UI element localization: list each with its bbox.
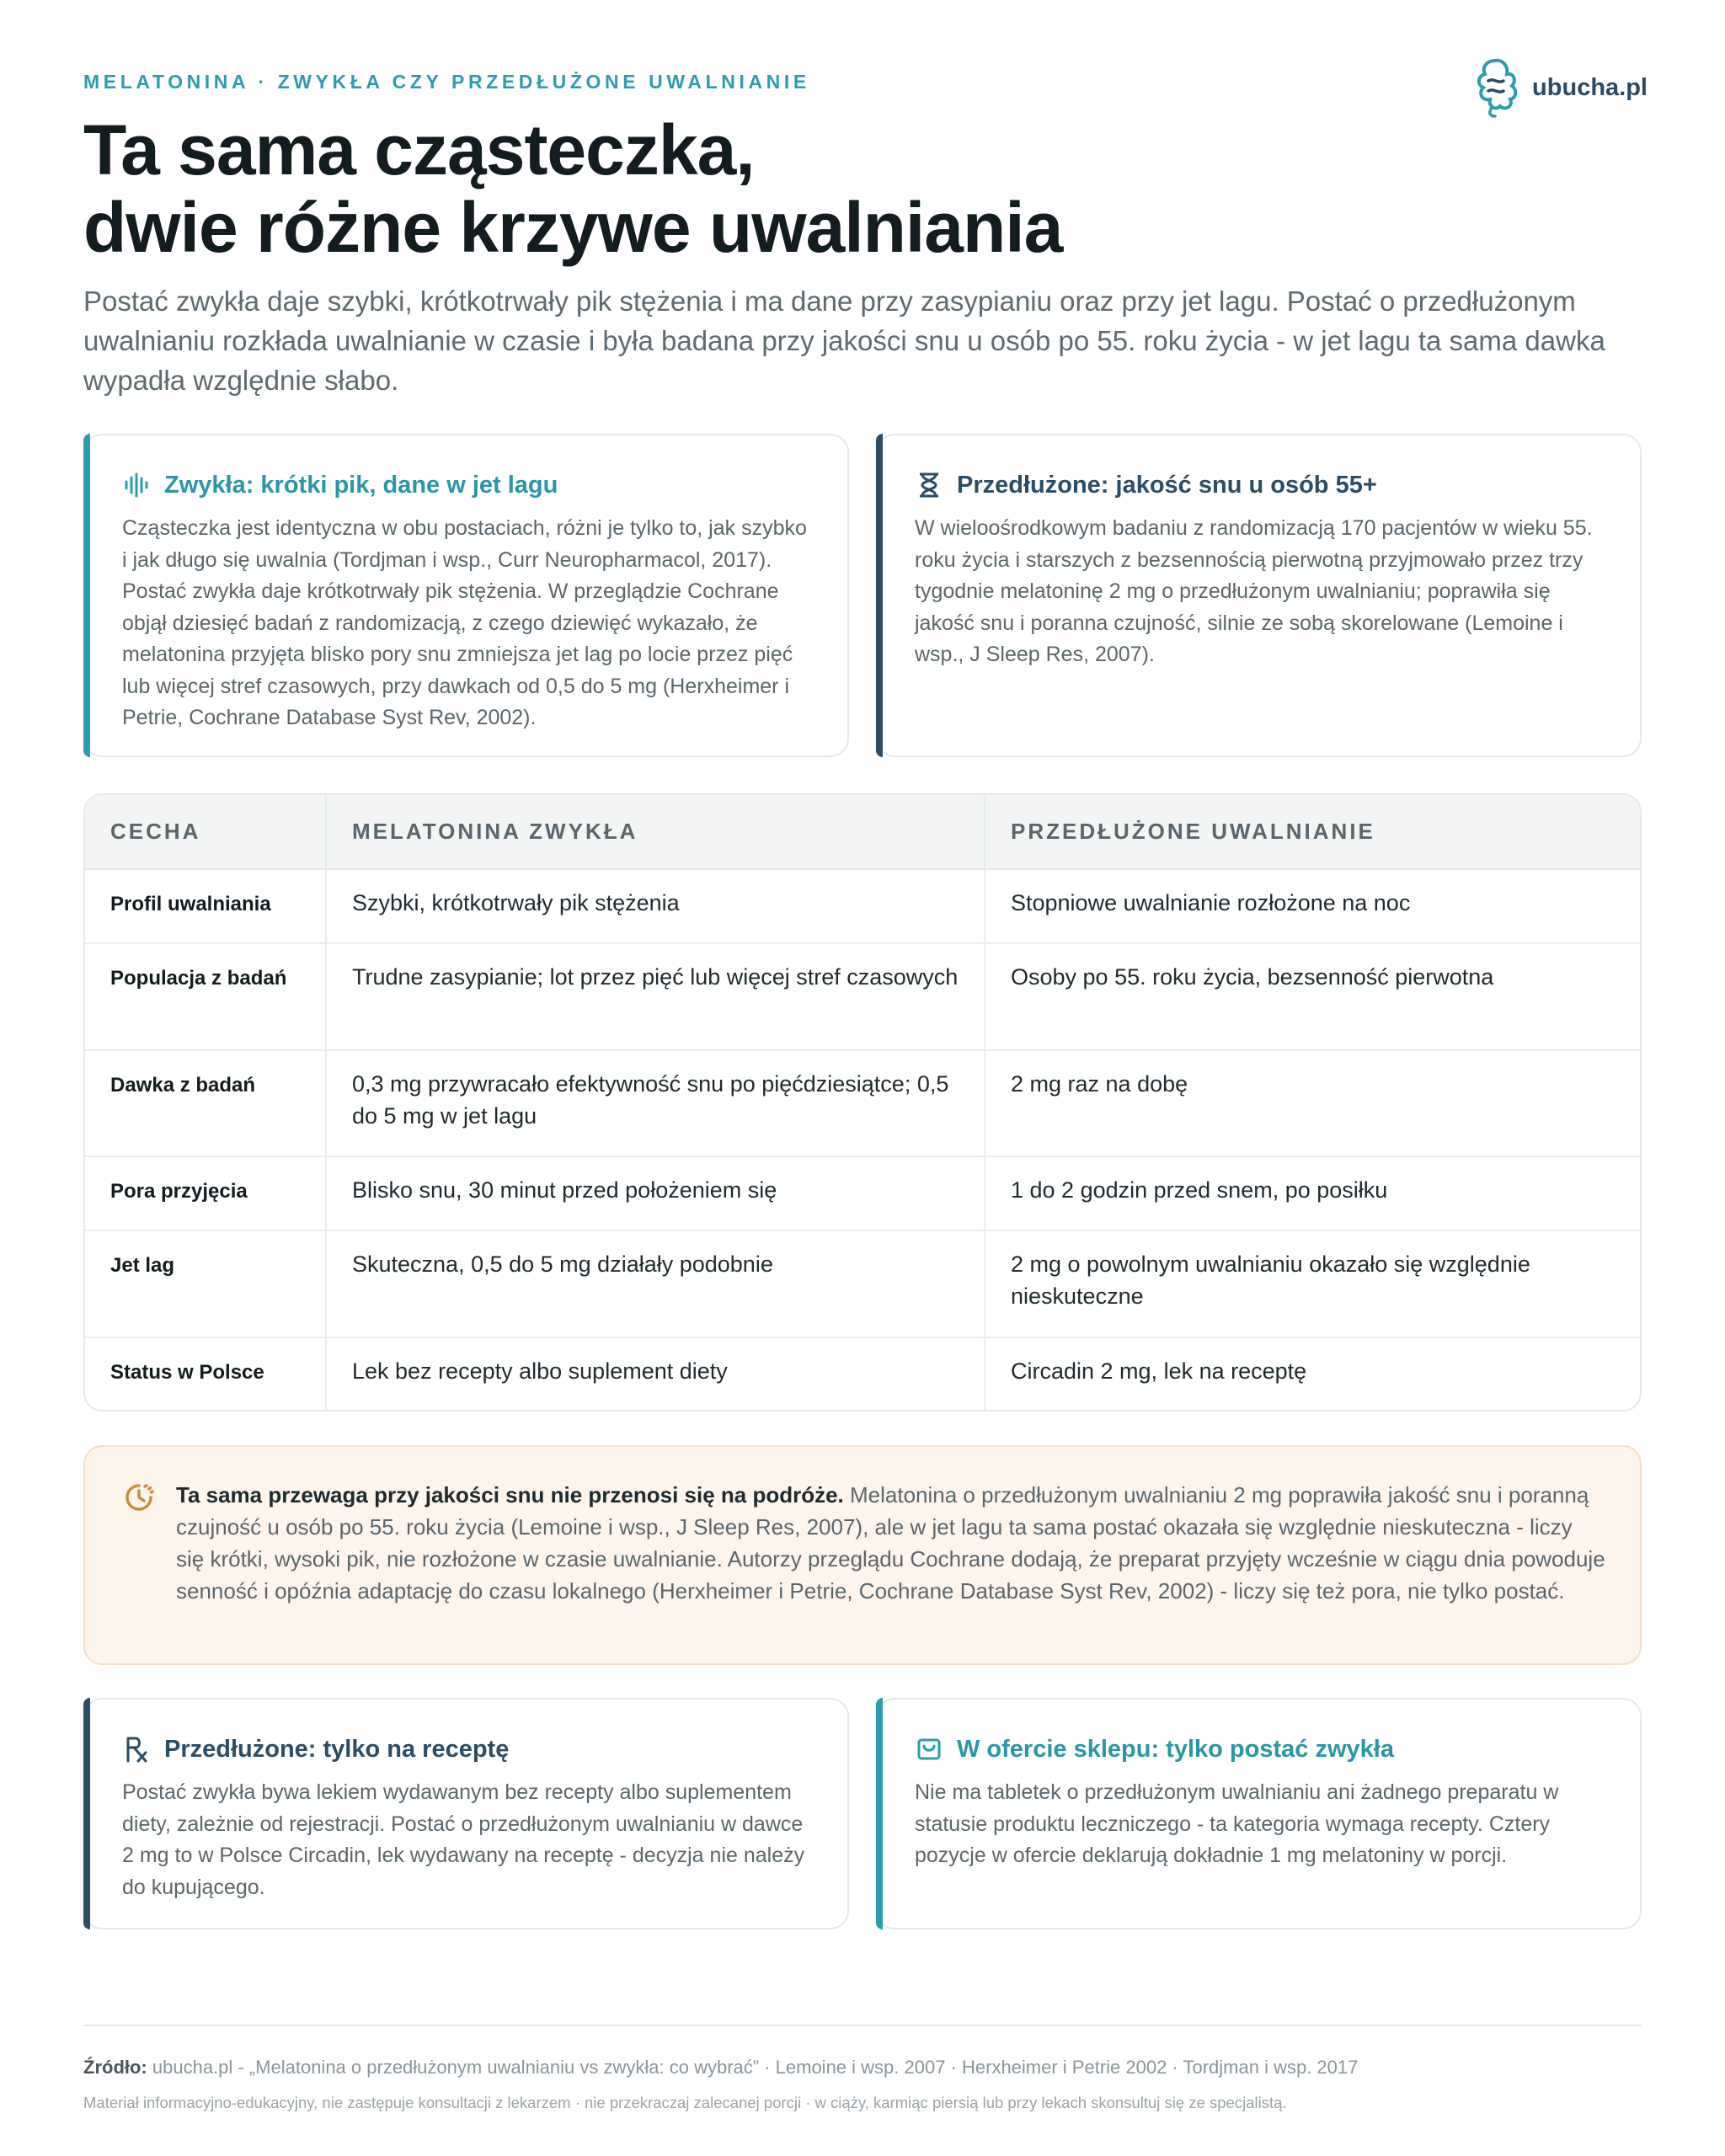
table-cell-prolonged: 1 do 2 godzin przed snem, po posiłku bbox=[985, 1156, 1640, 1230]
card-prescription-only bbox=[83, 1698, 849, 1929]
prescription-icon bbox=[122, 1735, 151, 1764]
page-title-line-1: Ta sama cząsteczka, bbox=[83, 110, 755, 189]
table-cell-feature: Profil uwalniania bbox=[85, 869, 326, 943]
card-title: Przedłużone: tylko na receptę bbox=[164, 1735, 510, 1763]
table-row bbox=[85, 869, 1640, 943]
table-cell-feature: Jet lag bbox=[85, 1230, 326, 1337]
table-row bbox=[85, 1156, 1640, 1230]
table-cell-regular: 0,3 mg przywracało efektywność snu po pięćdziesiątce; 0,5 do 5 mg w jet lagu bbox=[326, 1050, 985, 1156]
table-cell-regular: Trudne zasypianie; lot przez pięć lub więcej stref czasowych bbox=[326, 943, 985, 1050]
card-body: Postać zwykła bywa lekiem wydawanym bez recepty albo suplementem diety, zależnie od rejestracji. Postać o przedłużonym uwalnianiu w dawce 2 mg to w Polsce Circadin, lek wydawany na receptę - decyzja nie należy do kupującego. bbox=[122, 1780, 805, 1899]
page-title-line-2: dwie różne krzywe uwalniania bbox=[83, 188, 1063, 267]
table-row bbox=[85, 1050, 1640, 1156]
footer-divider bbox=[83, 2025, 1642, 2026]
column-header: MELATONINA ZWYKŁA bbox=[326, 795, 985, 869]
source-line bbox=[83, 2057, 1358, 2079]
table-cell-prolonged: Circadin 2 mg, lek na receptę bbox=[985, 1337, 1640, 1412]
page-title bbox=[83, 111, 1062, 266]
source-label: Źródło: bbox=[83, 2057, 147, 2078]
table-cell-regular: Skuteczna, 0,5 do 5 mg działały podobnie bbox=[326, 1230, 985, 1337]
shop-box-icon bbox=[915, 1735, 943, 1764]
table-cell-regular: Blisko snu, 30 minut przed położeniem się bbox=[326, 1156, 985, 1230]
table-header-row bbox=[85, 795, 1640, 869]
note-text: Melatonina o przedłużonym uwalnianiu 2 mg poprawiła jakość snu i poranną czujność u osób po 55. roku życia (Lemoine i wsp., J Sleep Res, 2007), ale w jet lagu ta sama postać okazała się względnie nieskuteczna - liczy się krótki, wysoki pik, nie rozłożone w czasie uwalnianie. Autorzy przeglądu Cochrane dodają, że preparat przyjęty wcześnie w ciągu dnia powoduje senność i opóźnia adaptację do czasu lokalnego (Herxheimer i Petrie, Cochrane Database Syst Rev, 2002) - liczy się też pora, nie tylko postać. bbox=[176, 1482, 1605, 1604]
hourglass-icon bbox=[915, 471, 943, 499]
site-logo[interactable] bbox=[1470, 56, 1648, 120]
card-body: Nie ma tabletek o przedłużonym uwalnianiu ani żadnego preparatu w statusie produktu leczniczego - ta kategoria wymaga recepty. Cztery pozycje w ofercie deklarują dokładnie 1 mg melatoniny w porcji. bbox=[915, 1780, 1559, 1867]
table-cell-prolonged: 2 mg o powolnym uwalnianiu okazało się względnie nieskuteczne bbox=[985, 1230, 1640, 1337]
note-lead-sentence: Ta sama przewaga przy jakości snu nie przenosi się na podróże. bbox=[176, 1482, 844, 1508]
table-row bbox=[85, 1337, 1640, 1412]
disclaimer: Materiał informacyjno-edukacyjny, nie zastępuje konsultacji z lekarzem · nie przekraczaj zalecanej porcji · w ciąży, karmiąc piersią lub przy lekach skonsultuj się ze specjalistą. bbox=[83, 2094, 1287, 2111]
card-body: Cząsteczka jest identyczna w obu postaciach, różni je tylko to, jak szybko i jak długo się uwalnia (Tordjman i wsp., Curr Neuropharmacol, 2017). Postać zwykła daje krótkotrwały pik stężenia. W przeglądzie Cochrane objął dziesięć badań z randomizacją, z czego dziewięć wykazało, że melatonina przyjęta blisko pory snu zmniejsza jet lag po locie przez pięć lub więcej stref czasowych, przy dawkach od 0,5 do 5 mg (Herxheimer i Petrie, Cochrane Database Syst Rev, 2002). bbox=[122, 516, 807, 729]
comparison-table bbox=[83, 793, 1642, 1412]
table-cell-prolonged: 2 mg raz na dobę bbox=[985, 1050, 1640, 1156]
card-title: Zwykła: krótki pik, dane w jet lagu bbox=[164, 471, 558, 499]
source-text: ubucha.pl - „Melatonina o przedłużonym uwalnianiu vs zwykła: co wybrać” · Lemoine i wsp. 2007 · Herxheimer i Petrie 2002 · Tordjman i wsp. 2017 bbox=[147, 2057, 1359, 2078]
column-header: CECHA bbox=[85, 795, 326, 869]
table-cell-feature: Status w Polsce bbox=[85, 1337, 326, 1412]
card-title: Przedłużone: jakość snu u osób 55+ bbox=[957, 471, 1377, 499]
table-cell-prolonged: Osoby po 55. roku życia, bezsenność pierwotna bbox=[985, 943, 1640, 1050]
table-cell-prolonged: Stopniowe uwalnianie rozłożone na noc bbox=[985, 869, 1640, 943]
warning-note bbox=[83, 1445, 1642, 1665]
card-prolonged-release bbox=[876, 434, 1642, 757]
lead-paragraph: Postać zwykła daje szybki, krótkotrwały pik stężenia i ma dane przy zasypianiu oraz przy jet lagu. Postać o przedłużonym uwalnianiu rozkłada uwalnianie w czasie i była badana przy jakości snu u osób po 55. roku życia - w jet lagu ta sama dawka wypadła względnie słabo. bbox=[83, 286, 1605, 396]
table-cell-regular: Lek bez recepty albo suplement diety bbox=[326, 1337, 985, 1412]
card-body: W wieloośrodkowym badaniu z randomizacją 170 pacjentów w wieku 55. roku życia i starszych z bezsennością pierwotną przyjmowało przez trzy tygodnie melatoninę 2 mg o przedłużonym uwalnianiu; poprawiła się jakość snu i poranna czujność, silnie ze sobą skorelowane (Lemoine i wsp., J Sleep Res, 2007). bbox=[915, 516, 1593, 666]
table-cell-regular: Szybki, krótkotrwały pik stężenia bbox=[326, 869, 985, 943]
table-row bbox=[85, 1230, 1640, 1337]
kombucha-scoby-logo-icon bbox=[1470, 56, 1520, 120]
card-shop-offer bbox=[876, 1698, 1642, 1929]
logo-text: ubucha.pl bbox=[1532, 73, 1648, 101]
waveform-icon bbox=[122, 471, 151, 499]
table-cell-feature: Dawka z badań bbox=[85, 1050, 326, 1156]
column-header: PRZEDŁUŻONE UWALNIANIE bbox=[985, 795, 1640, 869]
card-regular-release bbox=[83, 434, 849, 757]
clock-icon bbox=[122, 1481, 156, 1514]
eyebrow: MELATONINA · ZWYKŁA CZY PRZEDŁUŻONE UWALNIANIE bbox=[83, 71, 810, 93]
table-cell-feature: Populacja z badań bbox=[85, 943, 326, 1050]
table-cell-feature: Pora przyjęcia bbox=[85, 1156, 326, 1230]
table-row bbox=[85, 943, 1640, 1050]
card-title: W ofercie sklepu: tylko postać zwykła bbox=[957, 1735, 1394, 1763]
